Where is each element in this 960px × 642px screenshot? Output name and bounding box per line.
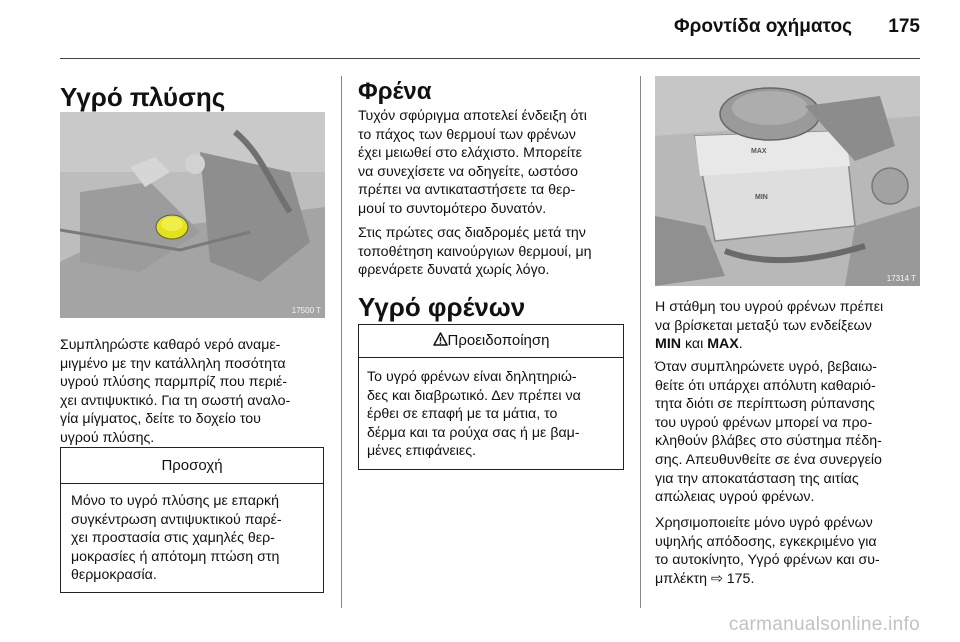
brake-fluid-heading: Υγρό φρένων (358, 292, 526, 322)
text-line: μουί το συντομότερο δυνατόν. (358, 200, 547, 217)
text-line: απώλειας υγρού φρένων. (655, 489, 815, 506)
page-number: 175 (888, 16, 920, 37)
min-mark: MIN (655, 336, 682, 353)
approved-fluid-text (655, 514, 945, 588)
text-line: θερμοκρασία. (71, 567, 157, 584)
text-line: Η στάθμη του υγρού φρένων πρέπει (655, 299, 884, 315)
washer-fluid-text (60, 336, 335, 448)
text-line: Συμπληρώστε καθαρό νερό αναμε- (60, 337, 281, 353)
text-line: μοκρασίες ή απότομη πτώση στη (71, 548, 280, 565)
last-word: μπλέκτη (655, 570, 707, 587)
washer-reservoir-photo (60, 112, 325, 318)
text-line: Μόνο το υγρό πλύσης με επαρκή (71, 493, 279, 509)
page-reference-link[interactable]: 175. (726, 570, 755, 587)
brakes-text-2 (358, 224, 633, 280)
text-line: Όταν συμπληρώνετε υγρό, βεβαιω- (655, 359, 878, 375)
caution-box (60, 447, 324, 593)
brake-reservoir-illustration (655, 76, 920, 286)
caution-title: Προσοχή (161, 457, 223, 474)
max-mark: MAX (707, 336, 739, 353)
text-line: το πάχος των θερμουί των φρένων (358, 126, 576, 143)
text-line: Το υγρό φρένων είναι δηλητηριώ- (367, 369, 577, 385)
text-line (655, 335, 945, 354)
text-line: έρθει σε επαφή με τα μάτια, το (367, 406, 558, 423)
text-line: το αυτοκίνητο, Υγρό φρένων και συ- (655, 552, 880, 569)
text-line: σης. Απευθυνθείτε σε ένα συνεργείο (655, 451, 882, 468)
text-line: πρέπει να αντικαταστήσετε τα θερ- (358, 182, 576, 199)
text-line: για την αποκατάσταση της αιτίας (655, 470, 859, 487)
text-line: Τυχόν σφύριγμα αποτελεί ένδειξη ότι (358, 108, 587, 124)
photo-code: 17500 T (291, 306, 321, 315)
warning-title-row (359, 325, 623, 357)
reservoir-min-mark: MIN (755, 194, 768, 201)
text-line: υψηλής απόδοσης, εγκεκριμένο για (655, 533, 877, 550)
caution-body (61, 483, 323, 592)
text-line: να συνεχίσετε να οδηγείτε, ωστόσο (358, 163, 578, 180)
topping-up-text (655, 358, 945, 507)
header-rule (60, 58, 920, 59)
text-line: κληθούν βλάβες στο σύστημα πέδη- (655, 433, 882, 450)
reservoir-max-mark: MAX (751, 148, 767, 155)
text-line: δες και διαβρωτικό. Δεν πρέπει να (367, 387, 581, 404)
text-line: τοποθέτηση καινούργιων θερμουί, μη (358, 243, 592, 260)
watermark: carmanualsonline.info (728, 614, 920, 635)
brake-reservoir-photo (655, 76, 920, 286)
brakes-heading: Φρένα (358, 78, 432, 105)
text-line: δέρμα και τα ρούχα σας ή με βαμ- (367, 424, 580, 441)
text-line: μιγμένο με την κατάλληλη ποσότητα (60, 355, 286, 372)
page-header-title: Φροντίδα οχήματος (674, 16, 852, 37)
column-divider-left (341, 76, 342, 608)
text-line: μένες επιφάνειες. (367, 443, 477, 460)
text-line (655, 570, 945, 589)
text-line: υγρού πλύσης παρμπρίζ που περιέ- (60, 374, 288, 391)
text-line: έχει μειωθεί στο ελάχιστο. Μπορείτε (358, 145, 582, 162)
text-line: υγρού πλύσης. (60, 429, 155, 446)
warning-triangle-icon (433, 332, 448, 346)
period: . (738, 336, 743, 353)
text-line: Στις πρώτες σας διαδρομές μετά την (358, 225, 586, 241)
text-line: Χρησιμοποιείτε μόνο υγρό φρένων (655, 515, 873, 531)
text-line: συγκέντρωση αντιψυκτικού παρέ- (71, 511, 282, 528)
text-line: να βρίσκεται μεταξύ των ενδείξεων (655, 317, 872, 334)
text-line: χει προστασία στις χαμηλές θερ- (71, 530, 275, 547)
text-line: του υγρού φρένων μπορεί να προ- (655, 414, 873, 431)
text-line: τητα διότι σε περίπτωση ρύπανσης (655, 396, 875, 413)
text-line: θείτε ότι υπάρχει απόλυτη καθαριό- (655, 377, 876, 394)
brake-fluid-level-text (655, 298, 945, 354)
and-word: και (681, 336, 708, 353)
washer-reservoir-illustration (60, 112, 325, 318)
text-line: χει αντιψυκτικό. Για τη σωστή αναλο- (60, 392, 291, 409)
warning-box (358, 324, 624, 470)
text-line: γία μίγματος, δείτε το δοχείο του (60, 411, 261, 428)
photo-code: 17314 T (886, 274, 916, 283)
text-line: φρενάρετε δυνατά χωρίς λόγο. (358, 262, 550, 279)
brakes-text (358, 107, 633, 219)
warning-title: Προειδοποίηση (447, 332, 550, 349)
page-ref-arrow-icon: ⇨ (710, 570, 723, 587)
column-divider-right (640, 76, 641, 608)
warning-body (359, 357, 623, 469)
washer-fluid-heading: Υγρό πλύσης (60, 82, 226, 112)
